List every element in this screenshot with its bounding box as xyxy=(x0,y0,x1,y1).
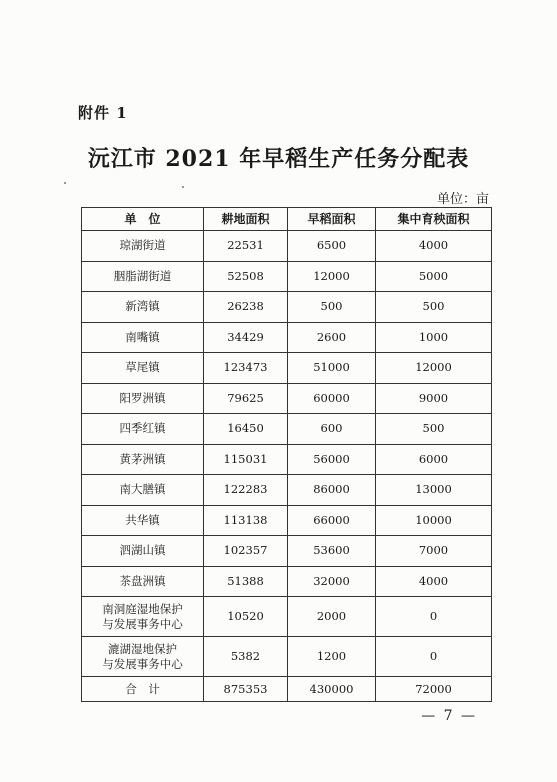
table-row xyxy=(82,475,492,506)
cell-unit: 四季红镇 xyxy=(82,414,204,445)
cell-seedling: 4000 xyxy=(376,231,492,262)
cell-seedling: 13000 xyxy=(376,475,492,506)
table-row xyxy=(82,261,492,292)
header-unit: 单 位 xyxy=(82,208,204,231)
cell-unit xyxy=(82,597,204,637)
cell-unit: 泗湖山镇 xyxy=(82,536,204,567)
cell-cultivated: 79625 xyxy=(204,383,288,414)
cell-unit: 阳罗洲镇 xyxy=(82,383,204,414)
cell-early-rice: 500 xyxy=(288,292,376,323)
table-total-row xyxy=(82,677,492,702)
unit-note: 单位：亩 xyxy=(436,192,489,207)
cell-unit xyxy=(82,637,204,677)
cell-total-cultivated: 875353 xyxy=(204,677,288,702)
cell-cultivated: 102357 xyxy=(204,536,288,567)
cell-early-rice: 2000 xyxy=(288,597,376,637)
table-row xyxy=(82,292,492,323)
cell-unit: 黄茅洲镇 xyxy=(82,444,204,475)
cell-total-early-rice: 430000 xyxy=(288,677,376,702)
cell-cultivated: 51388 xyxy=(204,566,288,597)
cell-cultivated: 5382 xyxy=(204,637,288,677)
cell-seedling: 0 xyxy=(376,637,492,677)
cell-total-seedling: 72000 xyxy=(376,677,492,702)
cell-early-rice: 6500 xyxy=(288,231,376,262)
table-row xyxy=(82,505,492,536)
cell-early-rice: 56000 xyxy=(288,444,376,475)
cell-seedling: 500 xyxy=(376,414,492,445)
cell-cultivated: 122283 xyxy=(204,475,288,506)
cell-cultivated: 123473 xyxy=(204,353,288,384)
cell-unit: 茶盘洲镇 xyxy=(82,566,204,597)
cell-cultivated: 52508 xyxy=(204,261,288,292)
cell-unit: 共华镇 xyxy=(82,505,204,536)
cell-unit: 草尾镇 xyxy=(82,353,204,384)
cell-seedling: 500 xyxy=(376,292,492,323)
header-cultivated-area: 耕地面积 xyxy=(204,208,288,231)
cell-seedling: 7000 xyxy=(376,536,492,567)
cell-unit-line1: 南洞庭湿地保护 xyxy=(102,601,183,616)
cell-cultivated: 26238 xyxy=(204,292,288,323)
scan-speck xyxy=(182,186,184,188)
table-row xyxy=(82,383,492,414)
cell-early-rice: 1200 xyxy=(288,637,376,677)
table-row xyxy=(82,353,492,384)
cell-unit: 南嘴镇 xyxy=(82,322,204,353)
table-row xyxy=(82,444,492,475)
cell-seedling: 12000 xyxy=(376,353,492,384)
cell-early-rice: 51000 xyxy=(288,353,376,384)
cell-cultivated: 22531 xyxy=(204,231,288,262)
cell-unit-line2: 与发展事务中心 xyxy=(102,656,183,671)
cell-unit: 南大膳镇 xyxy=(82,475,204,506)
scan-speck xyxy=(64,182,66,184)
cell-seedling: 5000 xyxy=(376,261,492,292)
cell-unit: 胭脂湖街道 xyxy=(82,261,204,292)
cell-unit-line2: 与发展事务中心 xyxy=(102,616,183,631)
cell-seedling: 1000 xyxy=(376,322,492,353)
document-title: 沅江市 2021 年早稻生产任务分配表 xyxy=(87,146,470,172)
table-row xyxy=(82,322,492,353)
cell-early-rice: 66000 xyxy=(288,505,376,536)
cell-early-rice: 86000 xyxy=(288,475,376,506)
table-row xyxy=(82,231,492,262)
table-row xyxy=(82,414,492,445)
cell-cultivated: 115031 xyxy=(204,444,288,475)
cell-unit: 新湾镇 xyxy=(82,292,204,323)
cell-cultivated: 34429 xyxy=(204,322,288,353)
table-row xyxy=(82,637,492,677)
table-row xyxy=(82,536,492,567)
cell-early-rice: 60000 xyxy=(288,383,376,414)
header-seedling-area: 集中育秧面积 xyxy=(376,208,492,231)
cell-unit: 琼湖街道 xyxy=(82,231,204,262)
cell-early-rice: 53600 xyxy=(288,536,376,567)
cell-seedling: 9000 xyxy=(376,383,492,414)
table-row xyxy=(82,566,492,597)
allocation-table xyxy=(81,207,492,702)
cell-seedling: 4000 xyxy=(376,566,492,597)
cell-seedling: 0 xyxy=(376,597,492,637)
cell-early-rice: 32000 xyxy=(288,566,376,597)
cell-cultivated: 113138 xyxy=(204,505,288,536)
cell-early-rice: 600 xyxy=(288,414,376,445)
cell-early-rice: 12000 xyxy=(288,261,376,292)
cell-seedling: 6000 xyxy=(376,444,492,475)
table-header-row xyxy=(82,208,492,231)
cell-unit-line1: 漉湖湿地保护 xyxy=(108,641,177,656)
cell-early-rice: 2600 xyxy=(288,322,376,353)
cell-seedling: 10000 xyxy=(376,505,492,536)
page-number: — 7 — xyxy=(421,708,477,724)
attachment-label: 附件 1 xyxy=(78,104,128,122)
cell-total-label: 合 计 xyxy=(82,677,204,702)
header-early-rice-area: 早稻面积 xyxy=(288,208,376,231)
cell-cultivated: 10520 xyxy=(204,597,288,637)
cell-cultivated: 16450 xyxy=(204,414,288,445)
table-row xyxy=(82,597,492,637)
